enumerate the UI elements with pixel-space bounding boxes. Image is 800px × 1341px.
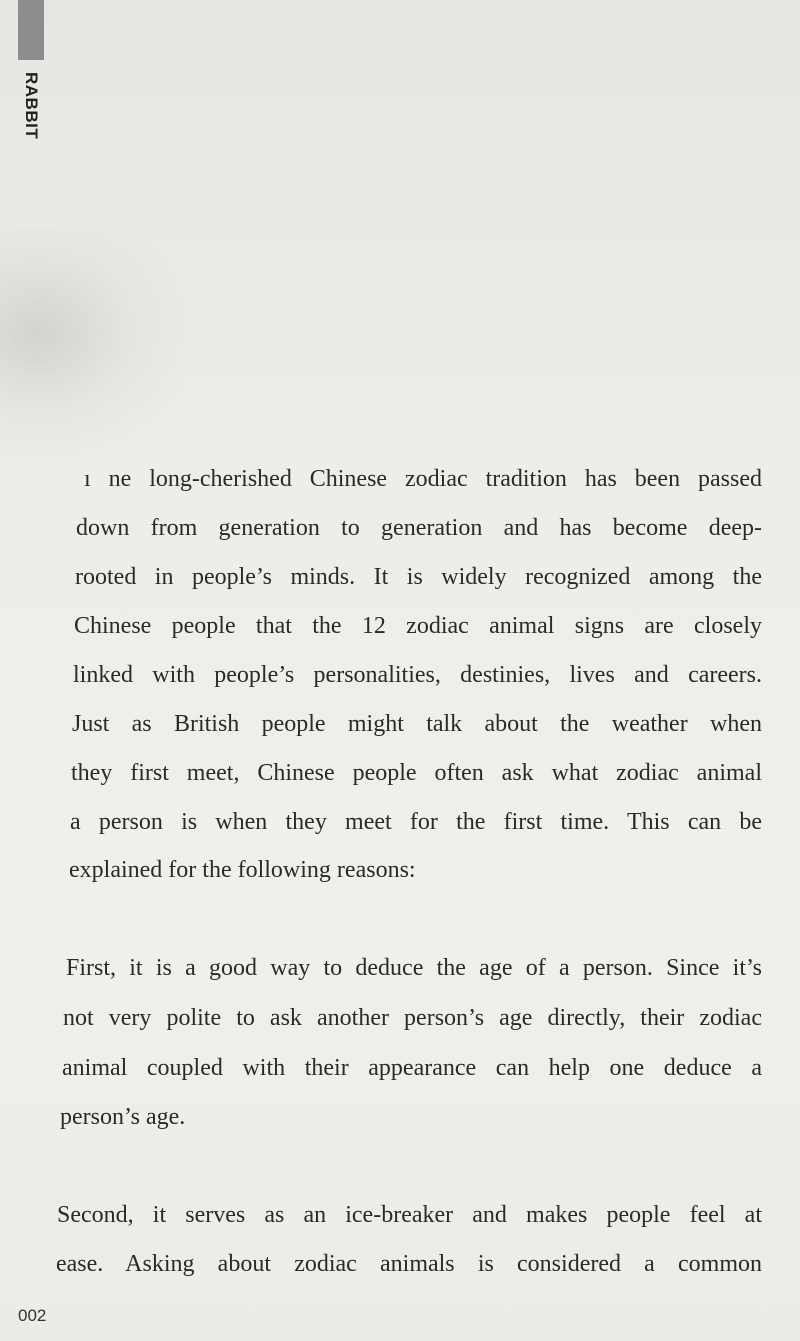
text-line: they first meet, Chinese people often ask what zodiac animal	[71, 760, 762, 786]
text-line: Just as British people might talk about the weather when	[72, 711, 762, 737]
text-line: a person is when they meet for the first time. This can be	[70, 809, 762, 835]
text-line: linked with people’s personalities, destinies, lives and careers.	[73, 662, 762, 688]
text-line: explained for the following reasons:	[69, 857, 416, 883]
section-label: RABBIT	[22, 72, 41, 140]
text-line: person’s age.	[60, 1104, 186, 1130]
text-line: animal coupled with their appearance can help one deduce a	[62, 1055, 762, 1081]
text-line: Chinese people that the 12 zodiac animal signs are closely	[74, 613, 762, 639]
text-line: not very polite to ask another person’s age directly, their zodiac	[63, 1005, 762, 1031]
text-line: ease. Asking about zodiac animals is considered a common	[56, 1251, 762, 1277]
text-line: First, it is a good way to deduce the age of a person. Since it’s	[66, 955, 762, 981]
text-line: rooted in people’s minds. It is widely recognized among the	[75, 564, 762, 590]
text-line: ı ne long-cherished Chinese zodiac tradition has been passed	[84, 466, 762, 492]
text-line: down from generation to generation and has become deep-	[76, 515, 762, 541]
text-line: Second, it serves as an ice-breaker and makes people feel at	[57, 1202, 762, 1228]
page-number: 002	[18, 1306, 47, 1325]
